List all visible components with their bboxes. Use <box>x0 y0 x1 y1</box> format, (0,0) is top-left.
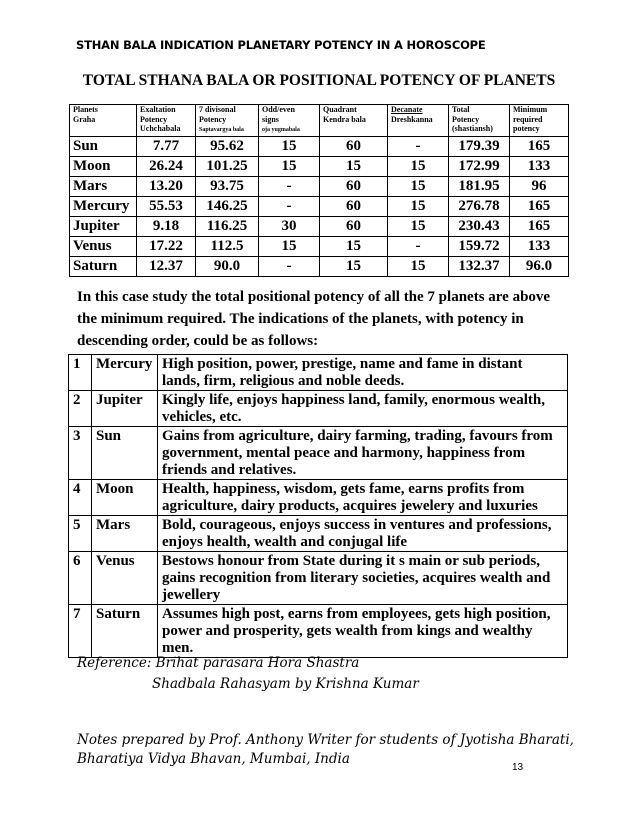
indication-number-cell: 6 <box>69 552 92 605</box>
potency-value-cell: 165 <box>510 196 569 216</box>
indication-planet-cell: Venus <box>92 552 158 605</box>
potency-value-cell: 55.53 <box>137 196 196 216</box>
planet-name-cell: Saturn <box>70 256 137 276</box>
potency-value-cell: 26.24 <box>137 156 196 176</box>
potency-value-cell: 13.20 <box>137 176 196 196</box>
potency-value-cell: 146.25 <box>196 196 259 216</box>
col-header-planets: Planets Graha <box>70 105 137 137</box>
planet-name-cell: Moon <box>70 156 137 176</box>
col-header-odd-even: Odd/even signs oja yugmabala <box>259 105 320 137</box>
potency-value-cell: 95.62 <box>196 136 259 156</box>
potency-value-cell: 17.22 <box>137 236 196 256</box>
potency-value-cell: 101.25 <box>196 156 259 176</box>
potency-value-cell: 96.0 <box>510 256 569 276</box>
col-header-total: Total Potency (shastiansh) <box>449 105 510 137</box>
section-title: TOTAL STHANA BALA OR POSITIONAL POTENCY OF PLANETS <box>82 72 556 89</box>
potency-row <box>70 256 569 276</box>
potency-value-cell: 112.5 <box>196 236 259 256</box>
potency-value-cell: - <box>388 136 449 156</box>
potency-value-cell: 133 <box>510 156 569 176</box>
potency-value-cell: 30 <box>259 216 320 236</box>
potency-value-cell: 60 <box>320 216 388 236</box>
potency-value-cell: 15 <box>320 236 388 256</box>
planet-name-cell: Sun <box>70 136 137 156</box>
potency-value-cell: 60 <box>320 176 388 196</box>
potency-value-cell: 132.37 <box>449 256 510 276</box>
positional-potency-table <box>69 104 569 277</box>
indication-row <box>69 516 568 552</box>
notes-footer: Notes prepared by Prof. Anthony Writer for students of Jyotisha Bharati, Bharatiya Vidya Bhavan, Mumbai, India <box>77 732 574 767</box>
planet-name-cell: Mercury <box>70 196 137 216</box>
col-header-quadrant: Quadrant Kendra bala <box>320 105 388 137</box>
indication-text-cell: Bestows honour from State during it s main or sub periods, gains recognition from literary societies, acquires wealth and jewellery <box>158 552 568 605</box>
indication-number-cell: 7 <box>69 605 92 658</box>
potency-value-cell: 15 <box>388 156 449 176</box>
potency-value-cell: 15 <box>320 256 388 276</box>
planet-name-cell: Venus <box>70 236 137 256</box>
potency-value-cell: 172.99 <box>449 156 510 176</box>
potency-value-cell: - <box>259 176 320 196</box>
potency-value-cell: 7.77 <box>137 136 196 156</box>
page-header: STHAN BALA INDICATION PLANETARY POTENCY IN A HOROSCOPE <box>76 38 486 52</box>
potency-row <box>70 136 569 156</box>
potency-value-cell: - <box>388 236 449 256</box>
indication-text-cell: Bold, courageous, enjoys success in ventures and professions, enjoys health, wealth and conjugal life <box>158 516 568 552</box>
potency-row <box>70 216 569 236</box>
reference-line-2: Shadbala Rahasyam by Krishna Kumar <box>152 676 419 692</box>
potency-value-cell: 15 <box>388 216 449 236</box>
potency-value-cell: 15 <box>388 176 449 196</box>
potency-value-cell: 15 <box>259 236 320 256</box>
indication-planet-cell: Jupiter <box>92 391 158 427</box>
potency-value-cell: - <box>259 256 320 276</box>
indication-text-cell: Health, happiness, wisdom, gets fame, earns profits from agriculture, dairy products, acquires jewelery and luxuries <box>158 480 568 516</box>
potency-value-cell: 15 <box>259 156 320 176</box>
intro-paragraph: In this case study the total positional potency of all the 7 planets are above the minimum required. The indications of the planets, with potency in descending order, could be as follows: <box>77 289 551 349</box>
indication-number-cell: 4 <box>69 480 92 516</box>
potency-value-cell: 116.25 <box>196 216 259 236</box>
potency-value-cell: 230.43 <box>449 216 510 236</box>
planet-name-cell: Mars <box>70 176 137 196</box>
potency-row <box>70 236 569 256</box>
potency-value-cell: 15 <box>388 256 449 276</box>
page-number: 13 <box>512 762 524 773</box>
indication-row <box>69 427 568 480</box>
potency-value-cell: 165 <box>510 216 569 236</box>
indication-planet-cell: Moon <box>92 480 158 516</box>
potency-value-cell: 276.78 <box>449 196 510 216</box>
potency-value-cell: 133 <box>510 236 569 256</box>
indication-row <box>69 391 568 427</box>
indication-row <box>69 552 568 605</box>
indication-planet-cell: Saturn <box>92 605 158 658</box>
potency-row <box>70 196 569 216</box>
potency-value-cell: - <box>259 196 320 216</box>
col-header-divisional: 7 divisonal Potency Saptavargya bala <box>196 105 259 137</box>
potency-value-cell: 15 <box>259 136 320 156</box>
potency-value-cell: 9.18 <box>137 216 196 236</box>
planet-name-cell: Jupiter <box>70 216 137 236</box>
indication-planet-cell: Sun <box>92 427 158 480</box>
indication-text-cell: Gains from agriculture, dairy farming, trading, favours from government, mental peace and harmony, happiness from friends and relatives. <box>158 427 568 480</box>
col-header-exaltation: Exaltation Potency Uchchabala <box>137 105 196 137</box>
potency-table-header-row <box>70 105 569 137</box>
indication-number-cell: 2 <box>69 391 92 427</box>
planet-indications-table <box>68 354 568 658</box>
potency-value-cell: 96 <box>510 176 569 196</box>
indication-row <box>69 355 568 391</box>
indication-planet-cell: Mercury <box>92 355 158 391</box>
indication-text-cell: High position, power, prestige, name and fame in distant lands, firm, religious and noble deeds. <box>158 355 568 391</box>
potency-value-cell: 12.37 <box>137 256 196 276</box>
potency-value-cell: 60 <box>320 136 388 156</box>
col-header-decanate: Decanate Dreshkanna <box>388 105 449 137</box>
indication-row <box>69 605 568 658</box>
potency-value-cell: 165 <box>510 136 569 156</box>
indication-row <box>69 480 568 516</box>
indication-number-cell: 1 <box>69 355 92 391</box>
potency-value-cell: 181.95 <box>449 176 510 196</box>
indication-planet-cell: Mars <box>92 516 158 552</box>
reference-line-1: Reference: Brihat parasara Hora Shastra <box>77 655 360 671</box>
potency-row <box>70 176 569 196</box>
indication-number-cell: 5 <box>69 516 92 552</box>
indication-number-cell: 3 <box>69 427 92 480</box>
col-header-minimum: Minimum required potency <box>510 105 569 137</box>
potency-value-cell: 179.39 <box>449 136 510 156</box>
potency-value-cell: 15 <box>388 196 449 216</box>
potency-value-cell: 15 <box>320 156 388 176</box>
potency-value-cell: 90.0 <box>196 256 259 276</box>
indication-text-cell: Kingly life, enjoys happiness land, family, enormous wealth, vehicles, etc. <box>158 391 568 427</box>
indication-text-cell: Assumes high post, earns from employees, gets high position, power and prosperity, gets wealth from kings and wealthy men. <box>158 605 568 658</box>
potency-value-cell: 93.75 <box>196 176 259 196</box>
potency-value-cell: 60 <box>320 196 388 216</box>
potency-value-cell: 159.72 <box>449 236 510 256</box>
potency-row <box>70 156 569 176</box>
